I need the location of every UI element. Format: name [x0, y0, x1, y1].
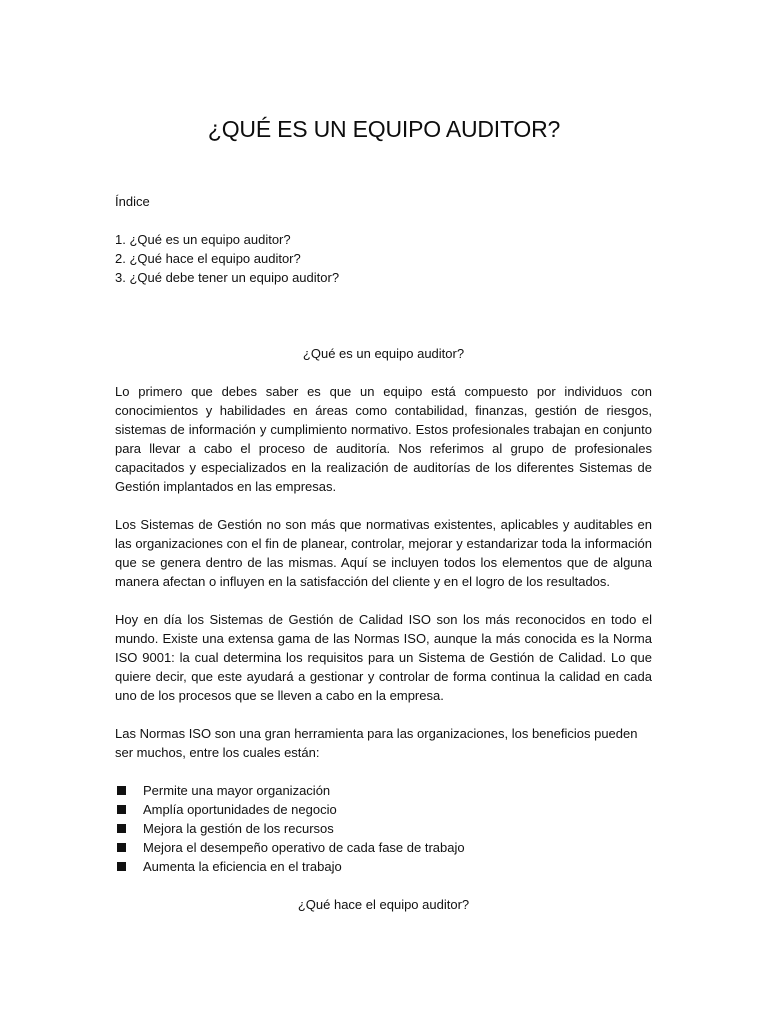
paragraph: Las Normas ISO son una gran herramienta para las organizaciones, los beneficios pueden ser muchos, entre los cuales están:: [115, 726, 638, 760]
section-heading-what-is: ¿Qué es un equipo auditor?: [302, 346, 465, 361]
index-item: 2. ¿Qué hace el equipo auditor?: [115, 251, 301, 266]
paragraph: Los Sistemas de Gestión no son más que normativas existentes, aplicables y auditables en las organizaciones con el fin de planear, controlar, mejorar y estandarizar toda la información que se genera dentro de las mismas. Aquí se incluyen todos los elementos que de alguna manera afectan o influyen en la satisfacción del cliente y en el logro de los resultados.: [115, 517, 652, 589]
square-bullet-icon: [117, 824, 126, 833]
index-item: 3. ¿Qué debe tener un equipo auditor?: [115, 270, 340, 285]
benefits-list: [115, 781, 652, 876]
index-heading: Índice: [115, 194, 150, 209]
list-item-text: Aumenta la eficiencia en el trabajo: [143, 859, 342, 874]
list-item-text: Amplía oportunidades de negocio: [143, 802, 337, 817]
square-bullet-icon: [117, 805, 126, 814]
index-list: [115, 230, 652, 287]
list-item-text: Mejora el desempeño operativo de cada fase de trabajo: [143, 840, 465, 855]
square-bullet-icon: [117, 862, 126, 871]
list-item: [115, 819, 652, 838]
list-item: [115, 857, 652, 876]
square-bullet-icon: [117, 843, 126, 852]
list-item-text: Mejora la gestión de los recursos: [143, 821, 334, 836]
paragraph: Hoy en día los Sistemas de Gestión de Calidad ISO son los más reconocidos en todo el mundo. Existe una extensa gama de las Normas ISO, aunque la más conocida es la Norma ISO 9001: la cual determina los requisitos para un Sistema de Gestión de Calidad. Lo que quiere decir, que este ayudará a gestionar y controlar de forma continua la calidad en cada uno de los procesos que se lleven a cabo en la empresa.: [115, 612, 652, 703]
section-heading-what-does: ¿Qué hace el equipo auditor?: [297, 897, 470, 912]
paragraph: Lo primero que debes saber es que un equipo está compuesto por individuos con conocimientos y habilidades en áreas como contabilidad, finanzas, gestión de riesgos, sistemas de información y cumplimiento normativo. Estos profesionales trabajan en conjunto para llevar a cabo el proceso de auditoría. Nos referimos al grupo de profesionales capacitados y especializados en la realización de auditorías de los diferentes Sistemas de Gestión implantados en las empresas.: [115, 384, 652, 494]
list-item: [115, 781, 652, 800]
document-body: [115, 192, 652, 914]
list-item: [115, 800, 652, 819]
document-title: ¿QUÉ ES UN EQUIPO AUDITOR?: [207, 116, 561, 142]
index-item: 1. ¿Qué es un equipo auditor?: [115, 232, 291, 247]
square-bullet-icon: [117, 786, 126, 795]
list-item-text: Permite una mayor organización: [143, 783, 331, 798]
list-item: [115, 838, 652, 857]
